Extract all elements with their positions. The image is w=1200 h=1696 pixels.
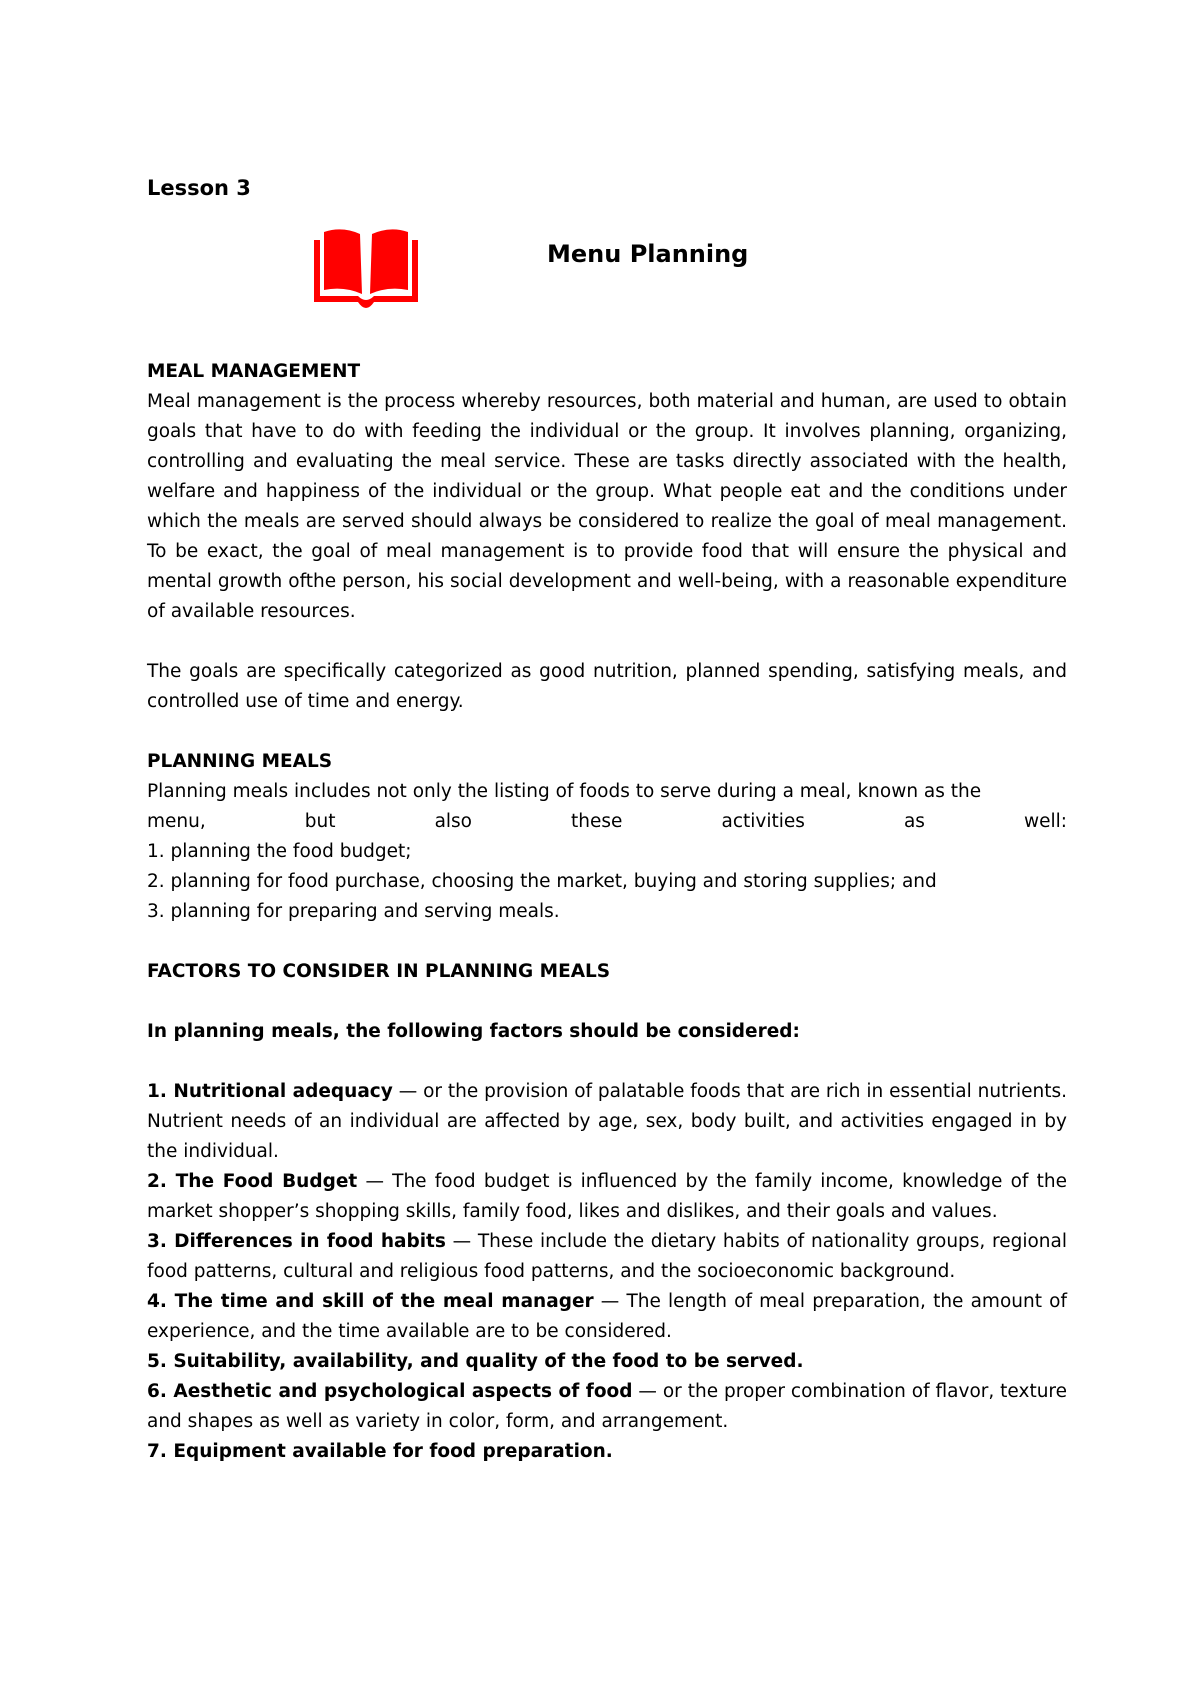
intro-word: as	[903, 811, 925, 832]
factor-text: — or the provision of palatable foods that are rich in essential nutrients. Nutrient needs of an individual are affected by age, sex, body built, and activities engaged in by the individual.	[147, 1081, 1067, 1162]
factor-item	[147, 1287, 1067, 1347]
document-body	[147, 357, 1067, 1467]
list-item: 3. planning for preparing and serving meals.	[147, 901, 560, 922]
factor-title: 2. The Food Budget	[147, 1171, 358, 1192]
factor-title: 1. Nutritional adequacy	[147, 1081, 393, 1102]
lesson-label: Lesson 3	[147, 176, 251, 200]
factor-title: 5. Suitability, availability, and quality of the food to be served.	[147, 1351, 804, 1372]
meal-management-goals: The goals are specifically categorized as good nutrition, planned spending, satisfying meals, and controlled use of time and energy.	[147, 661, 1067, 712]
factor-title: 4. The time and skill of the meal manager	[147, 1291, 594, 1312]
meal-management-paragraph: Meal management is the process whereby resources, both material and human, are used to obtain goals that have to do with feeding the individual or the group. It involves planning, organizing, controlling and evaluating the meal service. These are tasks directly associated with the health, welfare and happiness of the individual or the group. What people eat and the conditions under which the meals are served should always be considered to realize the goal of meal management. To be exact, the goal of meal management is to provide food that will ensure the physical and mental growth ofthe person, his social development and well-being, with a reasonable expenditure of available resources.	[147, 391, 1067, 622]
factors-heading: FACTORS TO CONSIDER IN PLANNING MEALS	[147, 961, 611, 982]
factor-text: — The food budget is influenced by the family income, knowledge of the market shopper’s shopping skills, family food, likes and dislikes, and their goals and values.	[147, 1171, 1067, 1222]
factor-item	[147, 1437, 1067, 1467]
factor-title: 3. Differences in food habits	[147, 1231, 446, 1252]
page-title: Menu Planning	[547, 240, 749, 268]
intro-word: menu,	[147, 811, 206, 832]
factor-title: 6. Aesthetic and psychological aspects of food	[147, 1381, 633, 1402]
list-item: 2. planning for food purchase, choosing the market, buying and storing supplies; and	[147, 871, 937, 892]
intro-word: but	[304, 811, 336, 832]
factor-text: — or the proper combination of flavor, texture and shapes as well as variety in color, form, and arrangement.	[147, 1381, 1068, 1432]
factor-item	[147, 1227, 1067, 1287]
intro-word: well:	[1023, 811, 1067, 832]
list-item: 1. planning the food budget;	[147, 841, 412, 862]
factor-item	[147, 1347, 1067, 1377]
open-book-icon	[310, 224, 422, 310]
factor-item	[147, 1377, 1067, 1437]
factor-item	[147, 1167, 1067, 1227]
intro-word: these	[571, 811, 623, 832]
factor-title: 7. Equipment available for food preparation.	[147, 1441, 613, 1462]
planning-meals-intro: Planning meals includes not only the listing of foods to serve during a meal, known as the	[147, 781, 982, 802]
planning-meals-intro-cont	[147, 807, 1067, 837]
meal-management-heading: MEAL MANAGEMENT	[147, 361, 361, 382]
factor-text: — The length of meal preparation, the amount of experience, and the time available are to be considered.	[147, 1291, 1067, 1342]
factor-item	[147, 1077, 1067, 1167]
factor-text: — These include the dietary habits of nationality groups, regional food patterns, cultural and religious food patterns, and the socioeconomic background.	[147, 1231, 1068, 1282]
intro-word: also	[434, 811, 472, 832]
intro-word: activities	[721, 811, 805, 832]
factors-subheading: In planning meals, the following factors should be considered:	[147, 1021, 800, 1042]
planning-meals-heading: PLANNING MEALS	[147, 751, 333, 772]
